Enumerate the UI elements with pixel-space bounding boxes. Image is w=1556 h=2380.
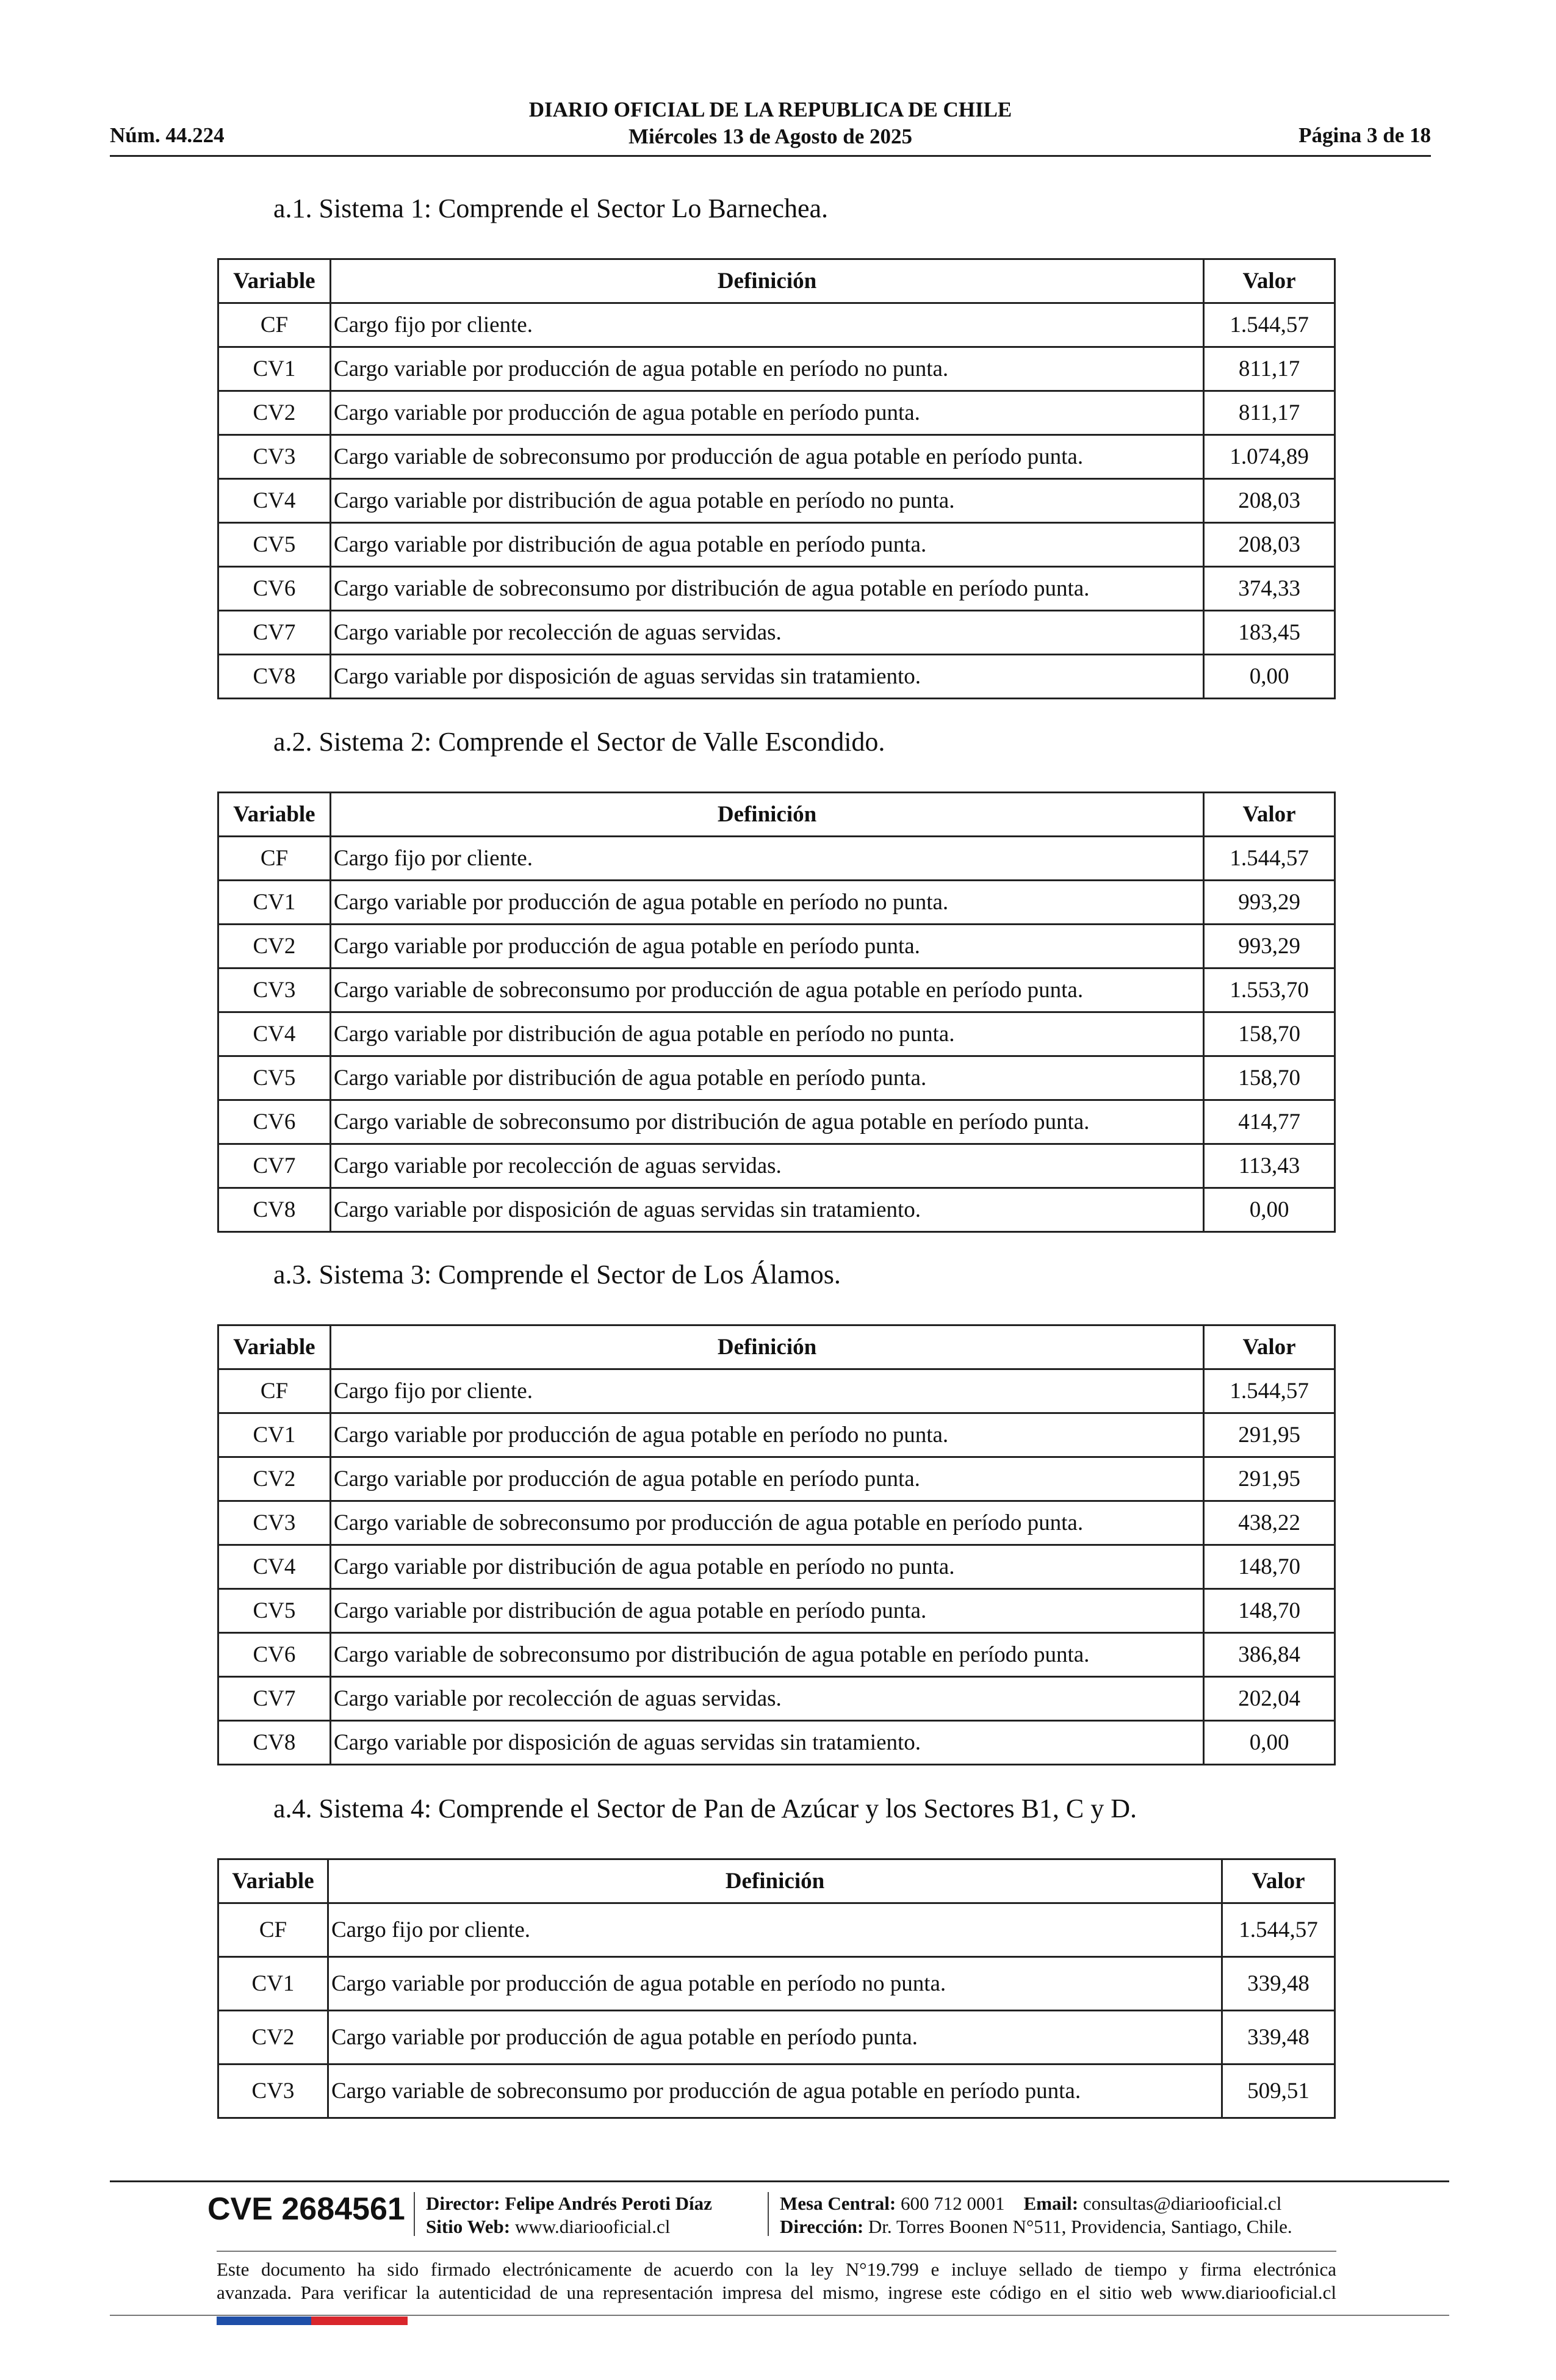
table-row <box>218 1589 1335 1633</box>
header-center <box>110 96 1431 150</box>
variable-cell: CV4 <box>218 1545 331 1589</box>
tariff-table-2 <box>217 792 1336 1233</box>
footer-contact-block <box>780 2192 1292 2238</box>
column-header-definition: Definición <box>328 1859 1222 1903</box>
value-cell: 0,00 <box>1204 1721 1335 1765</box>
value-cell: 291,95 <box>1204 1457 1335 1501</box>
column-header-definition: Definición <box>330 793 1203 837</box>
table-row <box>218 1369 1335 1413</box>
variable-cell: CV5 <box>218 523 331 567</box>
value-cell: 1.074,89 <box>1204 435 1335 479</box>
variable-cell: CV2 <box>218 2011 328 2064</box>
value-cell: 811,17 <box>1204 391 1335 435</box>
website-line <box>426 2215 712 2238</box>
table-row <box>218 347 1335 391</box>
definition-cell: Cargo variable por producción de agua potable en período no punta. <box>330 881 1203 925</box>
value-cell: 202,04 <box>1204 1677 1335 1721</box>
variable-cell: CF <box>218 1369 331 1413</box>
variable-cell: CF <box>218 303 331 347</box>
value-cell: 158,70 <box>1204 1056 1335 1100</box>
value-cell: 1.544,57 <box>1204 1369 1335 1413</box>
website-label: Sitio Web: <box>426 2216 511 2237</box>
website-link[interactable]: www.diariooficial.cl <box>514 2216 671 2237</box>
footer-divider-bottom <box>110 2315 1449 2316</box>
variable-cell: CV7 <box>218 1144 331 1188</box>
variable-cell: CV1 <box>218 881 331 925</box>
variable-cell: CV3 <box>218 1501 331 1545</box>
phone-label: Mesa Central: <box>780 2193 896 2214</box>
value-cell: 1.544,57 <box>1204 837 1335 881</box>
address-line <box>780 2215 1292 2238</box>
table-row <box>218 881 1335 925</box>
definition-cell: Cargo variable de sobreconsumo por producción de agua potable en período punta. <box>330 968 1203 1012</box>
page-header <box>110 92 1431 159</box>
table-header-row <box>218 793 1335 837</box>
value-cell: 0,00 <box>1204 655 1335 699</box>
value-cell: 993,29 <box>1204 881 1335 925</box>
value-cell: 339,48 <box>1222 2011 1335 2064</box>
definition-cell: Cargo variable por producción de agua potable en período punta. <box>330 925 1203 968</box>
table-row <box>218 567 1335 611</box>
table-row <box>218 2064 1335 2118</box>
definition-cell: Cargo variable por producción de agua potable en período punta. <box>330 391 1203 435</box>
definition-cell: Cargo variable por disposición de aguas servidas sin tratamiento. <box>330 1188 1203 1232</box>
column-header-definition: Definición <box>330 259 1203 303</box>
address-label: Dirección: <box>780 2216 864 2237</box>
definition-cell: Cargo variable por disposición de aguas servidas sin tratamiento. <box>330 655 1203 699</box>
value-cell: 509,51 <box>1222 2064 1335 2118</box>
definition-cell: Cargo variable por producción de agua potable en período no punta. <box>328 1957 1222 2011</box>
footer-divider-middle <box>217 2251 1336 2252</box>
value-cell: 113,43 <box>1204 1144 1335 1188</box>
column-header-variable: Variable <box>218 259 331 303</box>
variable-cell: CV2 <box>218 391 331 435</box>
variable-cell: CV1 <box>218 1957 328 2011</box>
variable-cell: CV1 <box>218 1413 331 1457</box>
variable-cell: CV1 <box>218 347 331 391</box>
definition-cell: Cargo variable por distribución de agua potable en período punta. <box>330 1056 1203 1100</box>
table-row <box>218 1633 1335 1677</box>
value-cell: 208,03 <box>1204 523 1335 567</box>
definition-cell: Cargo variable de sobreconsumo por producción de agua potable en período punta. <box>328 2064 1222 2118</box>
section-title-2: a.2. Sistema 2: Comprende el Sector de Valle Escondido. <box>273 727 885 757</box>
director-name: Felipe Andrés Peroti Díaz <box>505 2193 712 2214</box>
table-row <box>218 523 1335 567</box>
table-row <box>218 968 1335 1012</box>
definition-cell: Cargo variable por distribución de agua potable en período no punta. <box>330 479 1203 523</box>
definition-cell: Cargo variable por distribución de agua potable en período no punta. <box>330 1012 1203 1056</box>
definition-cell: Cargo variable de sobreconsumo por producción de agua potable en período punta. <box>330 1501 1203 1545</box>
table-header-row <box>218 1859 1335 1903</box>
tariff-table-4 <box>217 1858 1336 2119</box>
column-header-variable: Variable <box>218 1859 328 1903</box>
table-header-row <box>218 1325 1335 1369</box>
table-row <box>218 1144 1335 1188</box>
footer-separator <box>414 2192 415 2236</box>
variable-cell: CV6 <box>218 567 331 611</box>
publication-title: DIARIO OFICIAL DE LA REPUBLICA DE CHILE <box>528 98 1012 121</box>
variable-cell: CV6 <box>218 1100 331 1144</box>
variable-cell: CV7 <box>218 611 331 655</box>
table-row <box>218 1012 1335 1056</box>
cve-code: CVE 2684561 <box>207 2191 405 2227</box>
table-header-row <box>218 259 1335 303</box>
tariff-table-3 <box>217 1324 1336 1765</box>
table-row <box>218 1903 1335 1957</box>
definition-cell: Cargo variable por producción de agua potable en período no punta. <box>330 1413 1203 1457</box>
footer-separator <box>768 2192 769 2236</box>
email-label: Email: <box>1023 2193 1079 2214</box>
definition-cell: Cargo variable de sobreconsumo por distribución de agua potable en período punta. <box>330 1633 1203 1677</box>
disclaimer-line-1: Este documento ha sido firmado electrónicamente de acuerdo con la ley N°19.799 e incluye sellado de tiempo y firma electrónica <box>217 2259 1336 2280</box>
variable-cell: CV2 <box>218 1457 331 1501</box>
contact-line <box>780 2192 1292 2215</box>
variable-cell: CF <box>218 1903 328 1957</box>
definition-cell: Cargo variable por producción de agua potable en período no punta. <box>330 347 1203 391</box>
tariff-table-1 <box>217 258 1336 699</box>
column-header-variable: Variable <box>218 793 331 837</box>
table-row <box>218 1457 1335 1501</box>
email-link[interactable]: consultas@diariooficial.cl <box>1082 2193 1282 2214</box>
value-cell: 148,70 <box>1204 1589 1335 1633</box>
variable-cell: CV5 <box>218 1589 331 1633</box>
table-row <box>218 1957 1335 2011</box>
flag-stripe-red <box>311 2317 408 2325</box>
table-row <box>218 837 1335 881</box>
publication-date: Miércoles 13 de Agosto de 2025 <box>629 124 912 148</box>
table-row <box>218 1721 1335 1765</box>
definition-cell: Cargo variable por producción de agua potable en período punta. <box>328 2011 1222 2064</box>
table-row <box>218 1501 1335 1545</box>
value-cell: 438,22 <box>1204 1501 1335 1545</box>
phone-number: 600 712 0001 <box>901 2193 1005 2214</box>
footer-director-block <box>426 2192 712 2238</box>
flag-stripe-blue <box>217 2317 311 2325</box>
table-row <box>218 1545 1335 1589</box>
table-row <box>218 435 1335 479</box>
section-title-3: a.3. Sistema 3: Comprende el Sector de Los Álamos. <box>273 1260 841 1289</box>
definition-cell: Cargo variable por recolección de aguas servidas. <box>330 1677 1203 1721</box>
variable-cell: CF <box>218 837 331 881</box>
column-header-value: Valor <box>1204 1325 1335 1369</box>
value-cell: 374,33 <box>1204 567 1335 611</box>
header-divider <box>110 155 1431 157</box>
table-row <box>218 1056 1335 1100</box>
variable-cell: CV2 <box>218 925 331 968</box>
variable-cell: CV4 <box>218 479 331 523</box>
definition-cell: Cargo fijo por cliente. <box>330 1369 1203 1413</box>
disclaimer-line-2: avanzada. Para verificar la autenticidad de una representación impresa del mismo, ingrese este código en el sitio web www.diariooficial.cl <box>217 2282 1336 2303</box>
definition-cell: Cargo variable por disposición de aguas servidas sin tratamiento. <box>330 1721 1203 1765</box>
table-row <box>218 391 1335 435</box>
variable-cell: CV8 <box>218 1721 331 1765</box>
variable-cell: CV8 <box>218 655 331 699</box>
table-row <box>218 1677 1335 1721</box>
value-cell: 0,00 <box>1204 1188 1335 1232</box>
variable-cell: CV4 <box>218 1012 331 1056</box>
table-row <box>218 479 1335 523</box>
value-cell: 158,70 <box>1204 1012 1335 1056</box>
section-title-4: a.4. Sistema 4: Comprende el Sector de Pan de Azúcar y los Sectores B1, C y D. <box>273 1794 1137 1823</box>
definition-cell: Cargo variable de sobreconsumo por producción de agua potable en período punta. <box>330 435 1203 479</box>
value-cell: 1.553,70 <box>1204 968 1335 1012</box>
variable-cell: CV6 <box>218 1633 331 1677</box>
table-row <box>218 1188 1335 1232</box>
table-row <box>218 303 1335 347</box>
table-row <box>218 655 1335 699</box>
value-cell: 208,03 <box>1204 479 1335 523</box>
table-row <box>218 1100 1335 1144</box>
value-cell: 386,84 <box>1204 1633 1335 1677</box>
value-cell: 1.544,57 <box>1204 303 1335 347</box>
value-cell: 414,77 <box>1204 1100 1335 1144</box>
variable-cell: CV3 <box>218 435 331 479</box>
page-indicator: Página 3 de 18 <box>1298 123 1431 147</box>
value-cell: 993,29 <box>1204 925 1335 968</box>
variable-cell: CV8 <box>218 1188 331 1232</box>
variable-cell: CV5 <box>218 1056 331 1100</box>
column-header-value: Valor <box>1204 259 1335 303</box>
definition-cell: Cargo variable por recolección de aguas servidas. <box>330 1144 1203 1188</box>
director-line <box>426 2192 712 2215</box>
definition-cell: Cargo variable por distribución de agua potable en período no punta. <box>330 1545 1203 1589</box>
director-label: Director: <box>426 2193 500 2214</box>
variable-cell: CV3 <box>218 2064 328 2118</box>
footer-divider-top <box>110 2180 1449 2182</box>
variable-cell: CV3 <box>218 968 331 1012</box>
section-title-1: a.1. Sistema 1: Comprende el Sector Lo Barnechea. <box>273 193 829 223</box>
definition-cell: Cargo variable por producción de agua potable en período punta. <box>330 1457 1203 1501</box>
definition-cell: Cargo variable por distribución de agua potable en período punta. <box>330 1589 1203 1633</box>
variable-cell: CV7 <box>218 1677 331 1721</box>
definition-cell: Cargo fijo por cliente. <box>330 837 1203 881</box>
value-cell: 811,17 <box>1204 347 1335 391</box>
table-row <box>218 925 1335 968</box>
table-row <box>218 2011 1335 2064</box>
signature-disclaimer <box>217 2258 1336 2304</box>
definition-cell: Cargo fijo por cliente. <box>330 303 1203 347</box>
value-cell: 339,48 <box>1222 1957 1335 2011</box>
value-cell: 1.544,57 <box>1222 1903 1335 1957</box>
definition-cell: Cargo variable por recolección de aguas servidas. <box>330 611 1203 655</box>
issue-number: Núm. 44.224 <box>110 123 225 147</box>
column-header-value: Valor <box>1204 793 1335 837</box>
definition-cell: Cargo fijo por cliente. <box>328 1903 1222 1957</box>
column-header-value: Valor <box>1222 1859 1335 1903</box>
definition-cell: Cargo variable de sobreconsumo por distribución de agua potable en período punta. <box>330 1100 1203 1144</box>
value-cell: 183,45 <box>1204 611 1335 655</box>
address-text: Dr. Torres Boonen N°511, Providencia, Santiago, Chile. <box>868 2216 1292 2237</box>
definition-cell: Cargo variable por distribución de agua potable en período punta. <box>330 523 1203 567</box>
definition-cell: Cargo variable de sobreconsumo por distribución de agua potable en período punta. <box>330 567 1203 611</box>
value-cell: 148,70 <box>1204 1545 1335 1589</box>
column-header-definition: Definición <box>330 1325 1203 1369</box>
table-row <box>218 611 1335 655</box>
column-header-variable: Variable <box>218 1325 331 1369</box>
table-row <box>218 1413 1335 1457</box>
value-cell: 291,95 <box>1204 1413 1335 1457</box>
